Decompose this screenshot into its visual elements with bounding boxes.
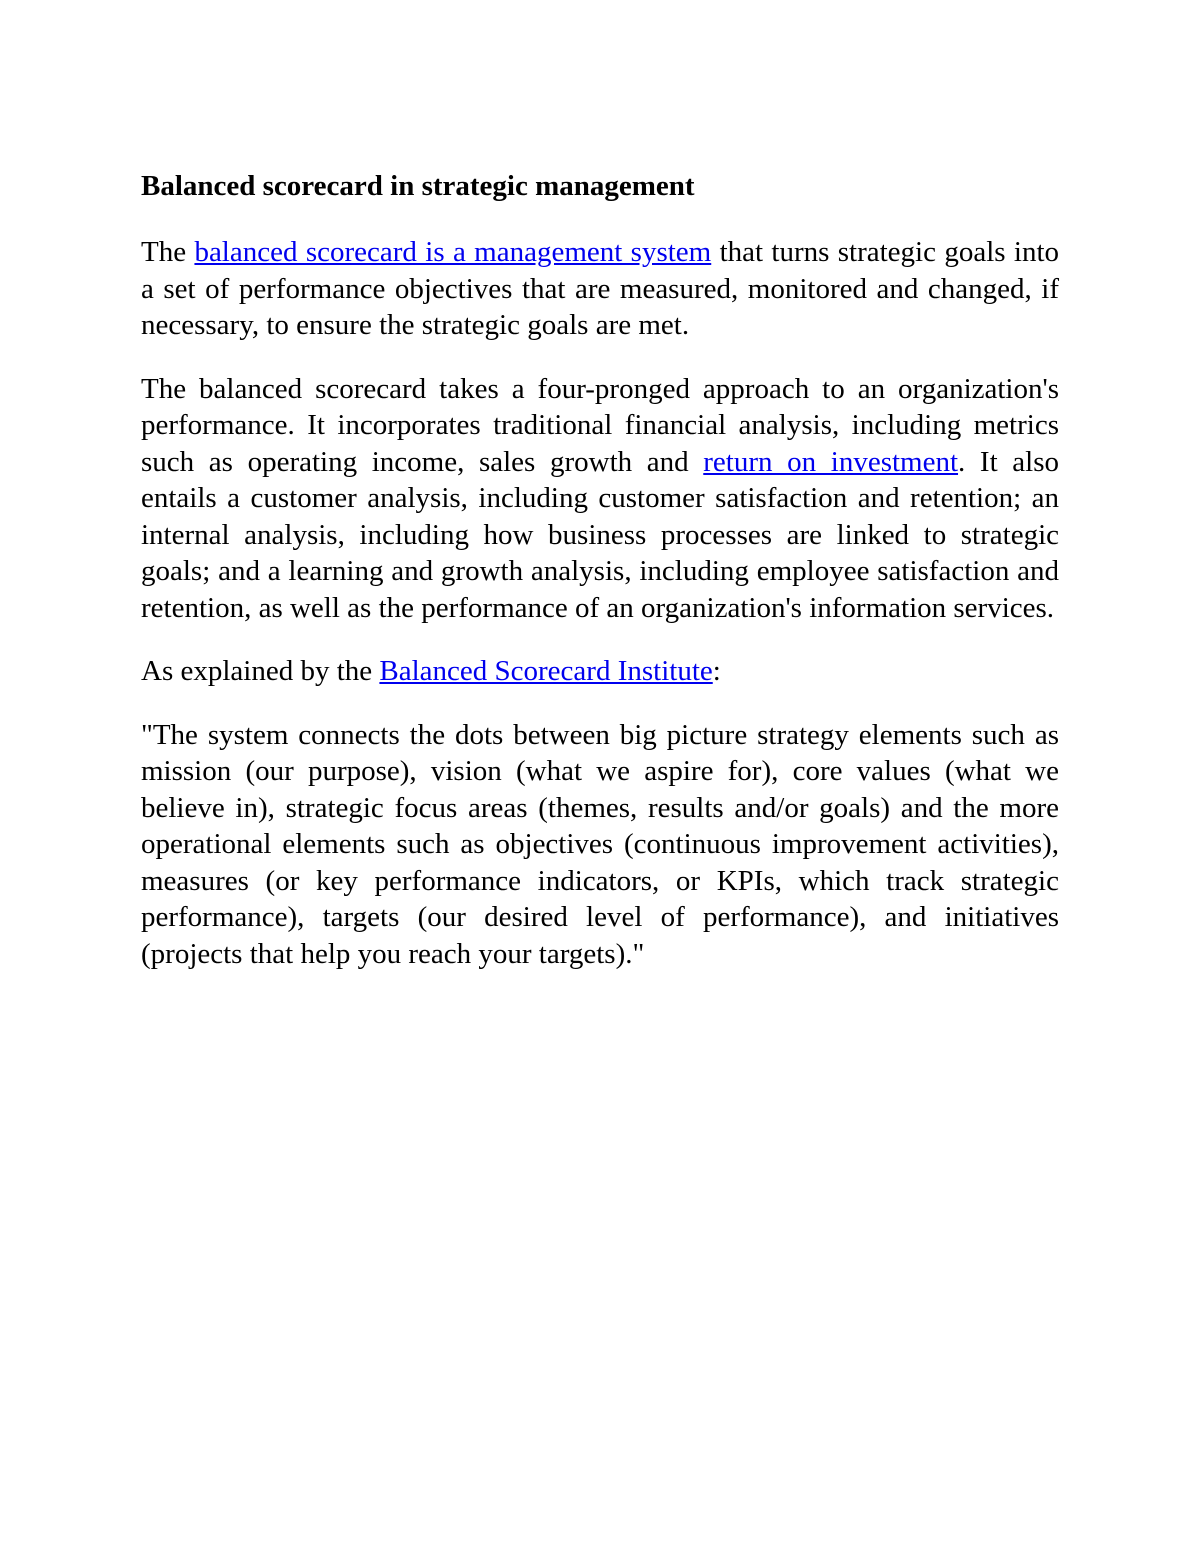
paragraph-explained-by bbox=[141, 653, 1059, 690]
paragraph-four-pronged bbox=[141, 371, 1059, 627]
document-page bbox=[141, 166, 1059, 999]
paragraph-explained-by-text-before: As explained by the bbox=[141, 655, 380, 687]
link-balanced-scorecard-management-system[interactable]: balanced scorecard is a management system bbox=[194, 236, 712, 268]
paragraph-quote: "The system connects the dots between big picture strategy elements such as mission (our purpose), vision (what we aspire for), core values (what we believe in), strategic focus areas (themes, results and/or goals) and the more operational elements such as objectives (continuous improvement activities), measures (or key performance indicators, or KPIs, which track strategic performance), targets (our desired level of performance), and initiatives (projects that help you reach your targets)." bbox=[141, 718, 1059, 970]
paragraph-explained-by-text-after: : bbox=[712, 655, 721, 687]
link-balanced-scorecard-institute[interactable]: Balanced Scorecard Institute bbox=[379, 655, 713, 687]
paragraph-four-pronged-text-after: . It also entails a customer analysis, including customer satisfaction and retention; an internal analysis, including how business processes are linked to strategic goals; and a learning and growth analysis, including employee satisfaction and retention, as well as the performance of an organization's information services. bbox=[141, 445, 1059, 624]
paragraph-intro-text-after: that turns strategic goals into a set of performance objectives that are measured, monitored and changed, if necessary, to ensure the strategic goals are met. bbox=[141, 236, 1060, 341]
link-return-on-investment[interactable]: return on investment bbox=[703, 445, 959, 478]
paragraph-intro bbox=[141, 234, 1059, 344]
paragraph-four-pronged-text-before: The balanced scorecard takes a four-pronged approach to an organization's performance. It incorporates traditional financial analysis, including metrics such as operating income, sales growth and bbox=[141, 372, 1059, 478]
paragraph-intro-text-before: The bbox=[141, 236, 195, 268]
document-title: Balanced scorecard in strategic management bbox=[141, 170, 695, 202]
